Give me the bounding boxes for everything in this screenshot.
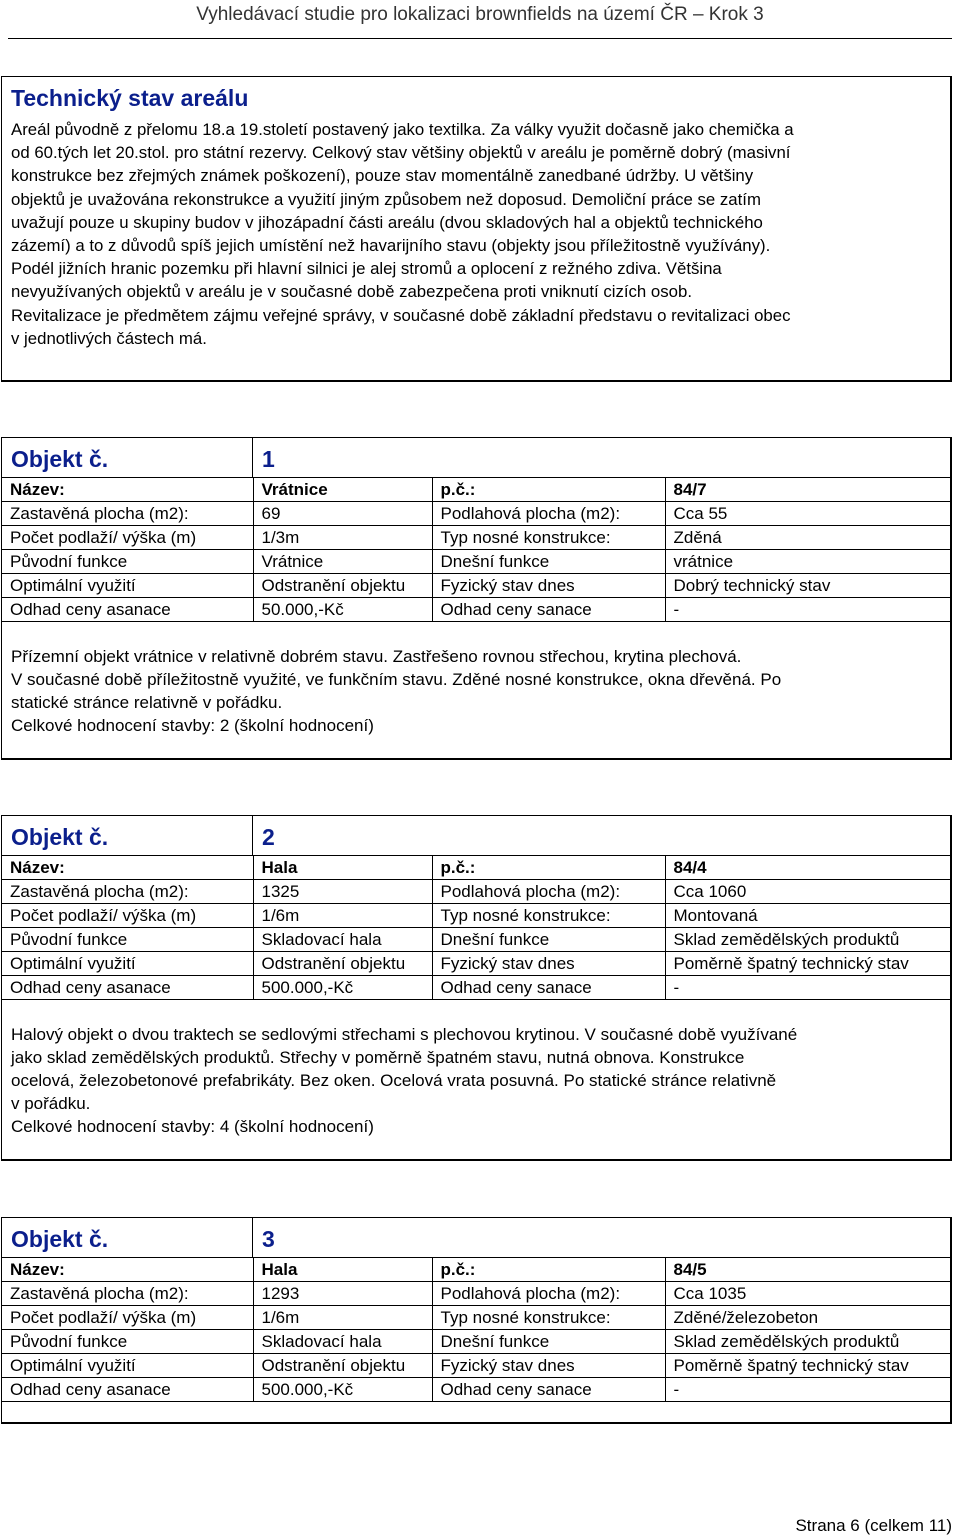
table-cell: 1/6m [253, 904, 432, 928]
table-cell: Typ nosné konstrukce: [432, 904, 665, 928]
page-header: Vyhledávací studie pro lokalizaci brownfields na území ČR – Krok 3 [196, 4, 764, 25]
table-row [2, 1306, 951, 1330]
table-cell: Fyzický stav dnes [432, 1354, 665, 1378]
table-cell: Sklad zemědělských produktů [665, 928, 951, 952]
object-header [2, 438, 951, 478]
table-cell: Fyzický stav dnes [432, 952, 665, 976]
object-header [2, 816, 951, 856]
table-cell: p.č.: [432, 856, 665, 880]
description-line: Celkové hodnocení stavby: 4 (školní hodnocení) [11, 1117, 374, 1136]
technical-line: uvažují pouze u skupiny budov v jihozápadní části areálu (dvou skladových hal a objektů technického [11, 212, 763, 232]
page-number: Strana 6 (celkem 11) [795, 1516, 952, 1535]
table-cell: Původní funkce [2, 928, 253, 952]
technical-line: Areál původně z přelomu 18.a 19.století postavený jako textilka. Za války využit dočasně jako chemička a [11, 120, 794, 139]
technical-line: nevyužívaných objektů v areálu je v současné době zabezpečena proti vniknutí cizích osob. [11, 282, 692, 302]
description-line: Celkové hodnocení stavby: 2 (školní hodnocení) [11, 716, 374, 735]
table-cell: Skladovací hala [253, 928, 432, 952]
table-cell: Dnešní funkce [432, 1330, 665, 1354]
table-cell: Hala [253, 1258, 432, 1282]
table-cell: Montovaná [665, 904, 951, 928]
object-properties-table [2, 856, 951, 1000]
table-cell: Zastavěná plocha (m2): [2, 1282, 253, 1306]
table-row [2, 550, 951, 574]
table-cell: 500.000,-Kč [253, 976, 432, 1000]
table-cell: Podlahová plocha (m2): [432, 502, 665, 526]
table-cell: Cca 1035 [665, 1282, 951, 1306]
table-cell: Název: [2, 856, 253, 880]
table-cell: Optimální využití [2, 952, 253, 976]
table-cell: Odhad ceny asanace [2, 1378, 253, 1402]
object-header [2, 1218, 951, 1258]
table-cell: 1/3m [253, 526, 432, 550]
table-cell: Odstranění objektu [253, 952, 432, 976]
object-number: 2 [262, 824, 275, 850]
table-row [2, 928, 951, 952]
table-cell: Dnešní funkce [432, 928, 665, 952]
table-cell: Zastavěná plocha (m2): [2, 502, 253, 526]
table-row [2, 880, 951, 904]
table-row [2, 1378, 951, 1402]
object-properties-table [2, 1258, 951, 1402]
header-divider [252, 438, 253, 478]
description-line: statické stránce relativně v pořádku. [11, 693, 283, 712]
technical-state-box [1, 76, 952, 382]
table-cell: Optimální využití [2, 574, 253, 598]
header-divider [252, 816, 253, 856]
table-cell: Odhad ceny sanace [432, 598, 665, 622]
header-rule [8, 38, 952, 39]
table-cell: - [665, 1378, 951, 1402]
description-line: Halový objekt o dvou traktech se sedlovými střechami s plechovou krytinou. V současné době využívané [11, 1025, 798, 1044]
table-cell: Název: [2, 1258, 253, 1282]
table-row [2, 574, 951, 598]
table-row [2, 1258, 951, 1282]
table-cell: Odstranění objektu [253, 1354, 432, 1378]
table-cell: Poměrně špatný technický stav [665, 1354, 951, 1378]
table-cell: Název: [2, 478, 253, 502]
table-cell: Dnešní funkce [432, 550, 665, 574]
object-card-2 [1, 815, 952, 1161]
object-number: 1 [262, 446, 275, 472]
table-cell: Zastavěná plocha (m2): [2, 880, 253, 904]
table-cell: p.č.: [432, 1258, 665, 1282]
table-cell: 500.000,-Kč [253, 1378, 432, 1402]
header-divider [252, 1218, 253, 1258]
description-line: v pořádku. [11, 1094, 91, 1113]
table-cell: p.č.: [432, 478, 665, 502]
table-cell: - [665, 598, 951, 622]
object-label: Objekt č. [11, 1226, 109, 1252]
table-cell: - [665, 976, 951, 1000]
table-row [2, 598, 951, 622]
table-row [2, 904, 951, 928]
table-cell: Hala [253, 856, 432, 880]
table-cell: Fyzický stav dnes [432, 574, 665, 598]
table-cell: 1325 [253, 880, 432, 904]
table-row [2, 856, 951, 880]
table-cell: vrátnice [665, 550, 951, 574]
technical-line: Podél jižních hranic pozemku při hlavní silnici je alej stromů a oplocení z režného zdiva. Většina [11, 259, 722, 279]
technical-line: zázemí) a to z důvodů spíš jejich umístění než havarijního stavu (objekty jsou příležitostně využívány). [11, 236, 771, 256]
table-cell: 69 [253, 502, 432, 526]
table-cell: Odhad ceny asanace [2, 976, 253, 1000]
table-cell: Počet podlaží/ výška (m) [2, 1306, 253, 1330]
description-line: V současné době příležitostně využité, ve funkčním stavu. Zděné nosné konstrukce, okna dřevěná. Po [11, 670, 782, 689]
table-cell: Dobrý technický stav [665, 574, 951, 598]
table-row [2, 976, 951, 1000]
table-cell: Optimální využití [2, 1354, 253, 1378]
object-label: Objekt č. [11, 824, 109, 850]
table-cell: Zděné/železobeton [665, 1306, 951, 1330]
table-cell: Poměrně špatný technický stav [665, 952, 951, 976]
table-cell: Vrátnice [253, 478, 432, 502]
table-cell: 84/7 [665, 478, 951, 502]
table-cell: 50.000,-Kč [253, 598, 432, 622]
table-cell: 84/5 [665, 1258, 951, 1282]
technical-line: v jednotlivých částech má. [11, 328, 207, 348]
object-description [11, 645, 946, 737]
description-line: jako sklad zemědělských produktů. Střechy v poměrně špatném stavu, nutná obnova. Konstrukce [11, 1048, 745, 1067]
table-cell: Cca 55 [665, 502, 951, 526]
table-cell: Zděná [665, 526, 951, 550]
description-line: ocelová, železobetonové prefabrikáty. Bez oken. Ocelová vrata posuvná. Po statické stránce relativně [11, 1071, 777, 1090]
table-cell: Typ nosné konstrukce: [432, 526, 665, 550]
technical-line: objektů je uvažována rekonstrukce a využití jiným způsobem než doposud. Demoliční práce se zatím [11, 189, 761, 209]
table-cell: Počet podlaží/ výška (m) [2, 904, 253, 928]
table-cell: 84/4 [665, 856, 951, 880]
table-row [2, 1330, 951, 1354]
table-cell: Počet podlaží/ výška (m) [2, 526, 253, 550]
table-row [2, 478, 951, 502]
table-row [2, 1354, 951, 1378]
table-cell: Odhad ceny sanace [432, 976, 665, 1000]
table-cell: Podlahová plocha (m2): [432, 1282, 665, 1306]
object-properties-table [2, 478, 951, 622]
table-cell: Cca 1060 [665, 880, 951, 904]
technical-line: Revitalizace je předmětem zájmu veřejné správy, v současné době základní představu o revitalizaci obec [11, 305, 791, 325]
object-number: 3 [262, 1226, 275, 1252]
table-row [2, 952, 951, 976]
table-cell: Odhad ceny asanace [2, 598, 253, 622]
table-cell: Sklad zemědělských produktů [665, 1330, 951, 1354]
table-cell: Odhad ceny sanace [432, 1378, 665, 1402]
table-row [2, 502, 951, 526]
technical-line: od 60.tých let 20.stol. pro státní rezervy. Celkový stav většiny objektů v areálu je poměrně dobrý (masivní [11, 143, 791, 163]
technical-state-heading: Technický stav areálu [11, 85, 249, 111]
object-description [11, 1023, 946, 1138]
technical-state-text [11, 118, 946, 350]
table-row [2, 526, 951, 550]
table-cell: Odstranění objektu [253, 574, 432, 598]
description-line: Přízemní objekt vrátnice v relativně dobrém stavu. Zastřešeno rovnou střechou, krytina plechová. [11, 647, 742, 666]
table-cell: Původní funkce [2, 550, 253, 574]
table-cell: Původní funkce [2, 1330, 253, 1354]
object-card-3 [1, 1217, 952, 1424]
technical-line: konstrukce bez zřejmých známek poškození), pouze stav momentálně zanedbané údržby. U většiny [11, 166, 754, 186]
table-cell: Typ nosné konstrukce: [432, 1306, 665, 1330]
table-cell: 1/6m [253, 1306, 432, 1330]
table-cell: Skladovací hala [253, 1330, 432, 1354]
table-cell: Podlahová plocha (m2): [432, 880, 665, 904]
table-cell: 1293 [253, 1282, 432, 1306]
table-cell: Vrátnice [253, 550, 432, 574]
object-label: Objekt č. [11, 446, 109, 472]
object-card-1 [1, 437, 952, 760]
table-row [2, 1282, 951, 1306]
